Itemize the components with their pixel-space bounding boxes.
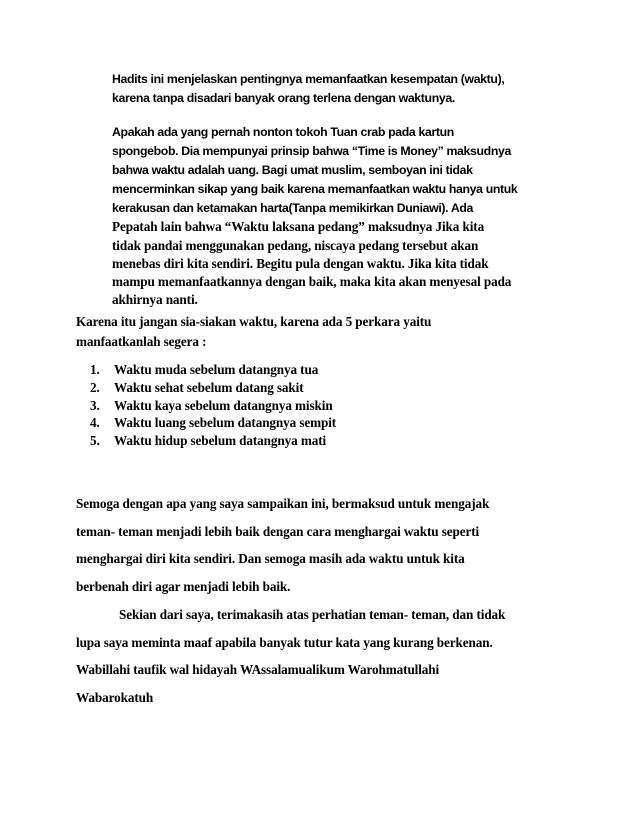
text-line: mampu memanfaatkannya dengan baik, maka kita akan menyesal pada xyxy=(112,274,512,290)
final-paragraph xyxy=(76,601,505,712)
text-line: menghargai diri kita sendiri. Dan semoga masih ada waktu untuk kita xyxy=(76,551,465,566)
list-number: 3. xyxy=(90,397,100,413)
closing-paragraph xyxy=(76,490,489,600)
text-line: berbenah diri agar menjadi lebih baik. xyxy=(76,578,291,594)
text-line: Hadits ini menjelaskan pentingnya memanfaatkan kesempatan (waktu), xyxy=(112,72,505,86)
list-item-text: Waktu sehat sebelum datang sakit xyxy=(114,379,304,395)
list-item xyxy=(90,361,336,379)
list-number: 1. xyxy=(90,362,100,377)
text-line: mencerminkan sikap yang baik karena memanfaatkan waktu hanya untuk xyxy=(112,182,518,197)
text-line: teman- teman menjadi lebih baik dengan cara menghargai waktu seperti xyxy=(76,523,480,539)
five-matters-list xyxy=(90,361,336,450)
text-line: akhirnya nanti. xyxy=(112,292,198,308)
list-number: 4. xyxy=(90,415,100,431)
list-item xyxy=(90,397,336,415)
list-item xyxy=(90,432,336,450)
list-item-text: Waktu hidup sebelum datangnya mati xyxy=(114,433,327,449)
text-line: Karena itu jangan sia-siakan waktu, karena ada 5 perkara yaitu xyxy=(76,314,432,329)
list-item xyxy=(90,414,336,432)
text-line: manfaatkanlah segera : xyxy=(76,334,207,349)
text-line: menebas diri kita sendiri. Begitu pula dengan waktu. Jika kita tidak xyxy=(112,255,489,271)
list-number: 5. xyxy=(90,433,100,449)
text-line: kerakusan dan ketamakan harta(Tanpa memikirkan Duniawi). Ada xyxy=(112,201,474,216)
text-line: spongebob. Dia mempunyai prinsip bahwa “Time is Money” maksudnya xyxy=(112,144,511,159)
list-item xyxy=(90,379,336,397)
text-line: Sekian dari saya, terimakasih atas perhatian teman- teman, dan tidak xyxy=(119,607,506,622)
text-line: lupa saya meminta maaf apabila banyak tutur kata yang kurang berkenan. xyxy=(76,634,493,650)
text-line: bahwa waktu adalah uang. Bagi umat muslim, semboyan ini tidak xyxy=(112,163,473,178)
list-number: 2. xyxy=(90,379,100,395)
text-line: tidak pandai menggunakan pedang, niscaya pedang tersebut akan xyxy=(112,237,479,253)
five-matters-intro xyxy=(76,312,431,352)
text-line: Apakah ada yang pernah nonton tokoh Tuan crab pada kartun xyxy=(112,125,454,139)
list-item-text: Waktu muda sebelum datangnya tua xyxy=(114,362,319,377)
text-line: Wabarokatuh xyxy=(76,690,154,706)
text-line: Semoga dengan apa yang saya sampaikan ini, bermaksud untuk mengajak xyxy=(76,496,490,511)
list-item-text: Waktu luang sebelum datangnya sempit xyxy=(114,415,337,431)
text-line: Wabillahi taufik wal hidayah WAssalamualikum Warohmatullahi xyxy=(76,662,440,678)
spongebob-paragraph xyxy=(112,123,582,309)
list-item-text: Waktu kaya sebelum datangnya miskin xyxy=(114,397,333,413)
text-line: Pepatah lain bahwa “Waktu laksana pedang” maksudnya Jika kita xyxy=(112,219,485,235)
text-line: karena tanpa disadari banyak orang terlena dengan waktunya. xyxy=(112,91,455,105)
hadits-paragraph xyxy=(112,70,582,108)
